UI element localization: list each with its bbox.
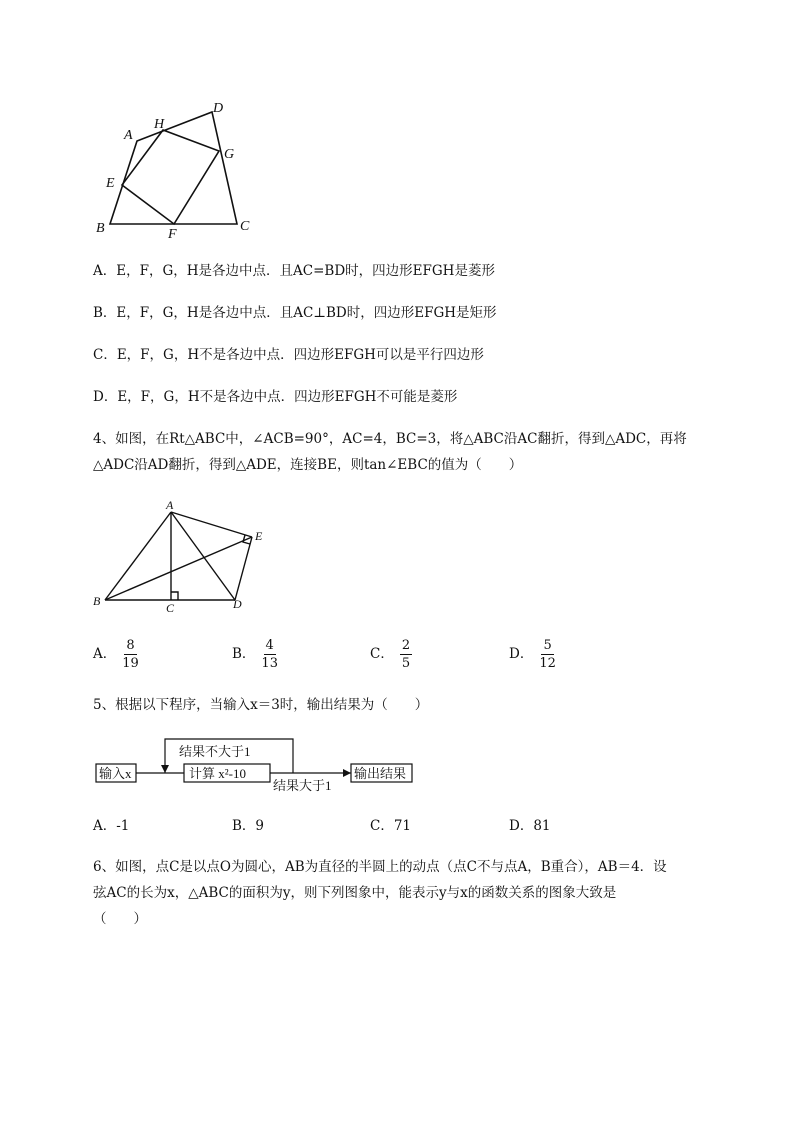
q5-option-d: D．81 xyxy=(509,818,551,834)
q5-option-a: A．-1 xyxy=(93,818,130,834)
label-D: D xyxy=(213,101,224,116)
q5-option-b: B．9 xyxy=(232,818,265,834)
flow-exit-label: 结果大于1 xyxy=(273,778,332,793)
label-G: G xyxy=(224,147,235,162)
q3-option-a: A．E，F，G，H是各边中点．且AC=BD时，四边形EFGH是菱形 xyxy=(93,263,495,279)
q3-option-c: C．E，F，G，H不是各边中点．四边形EFGH可以是平行四边形 xyxy=(93,347,484,363)
label-A: A xyxy=(166,498,174,512)
q5-stem: 5、根据以下程序，当输入x＝3时，输出结果为（ ） xyxy=(93,697,429,713)
q3-option-b: B．E，F，G，H是各边中点．且AC⊥BD时，四边形EFGH是矩形 xyxy=(93,305,497,321)
q5-option-c: C．71 xyxy=(370,818,412,834)
label-H: H xyxy=(154,117,165,132)
label-E: E xyxy=(106,176,115,191)
flow-output-text: 输出结果 xyxy=(354,766,407,781)
q6-stem-line2: 弦AC的长为x，△ABC的面积为y，则下列图象中，能表示y与x的函数关系的图象大致是 xyxy=(93,885,617,901)
q4-stem-line2: △ADC沿AD翻折，得到△ADE，连接BE，则tan∠EBC的值为（ ） xyxy=(93,457,523,473)
flow-input-text: 输入x xyxy=(99,766,132,781)
label-C: C xyxy=(166,601,175,615)
label-E: E xyxy=(255,529,263,543)
q4-option-c: C． $\frac{2}{5}$ xyxy=(370,638,411,671)
label-B: B xyxy=(93,594,101,608)
q6-stem-line3: （ ） xyxy=(93,911,147,927)
q4-option-b: B． $\frac{4}{13}$ xyxy=(232,638,278,671)
label-F: F xyxy=(168,227,177,242)
label-A: A xyxy=(124,128,133,143)
flow-loop-label: 结果不大于1 xyxy=(179,744,251,759)
q3-option-d: D．E，F，G，H不是各边中点．四边形EFGH不可能是菱形 xyxy=(93,389,458,405)
q4-option-a: A． $\frac{8}{19}$ xyxy=(93,638,139,671)
flow-compute-text: 计算 x²-10 xyxy=(189,766,246,781)
label-D: D xyxy=(233,597,242,611)
q4-stem-line1: 4、如图，在Rt△ABC中，∠ACB=90°，AC=4，BC=3，将△ABC沿AC翻折，得到△ADC，再将 xyxy=(93,431,687,447)
label-B: B xyxy=(96,221,105,236)
q4-option-d: D． $\frac{5}{12}$ xyxy=(509,638,556,671)
q6-stem-line1: 6、如图，点C是以点O为圆心，AB为直径的半圆上的动点（点C不与点A，B重合），AB＝4．设 xyxy=(93,859,667,875)
label-C: C xyxy=(240,219,250,234)
